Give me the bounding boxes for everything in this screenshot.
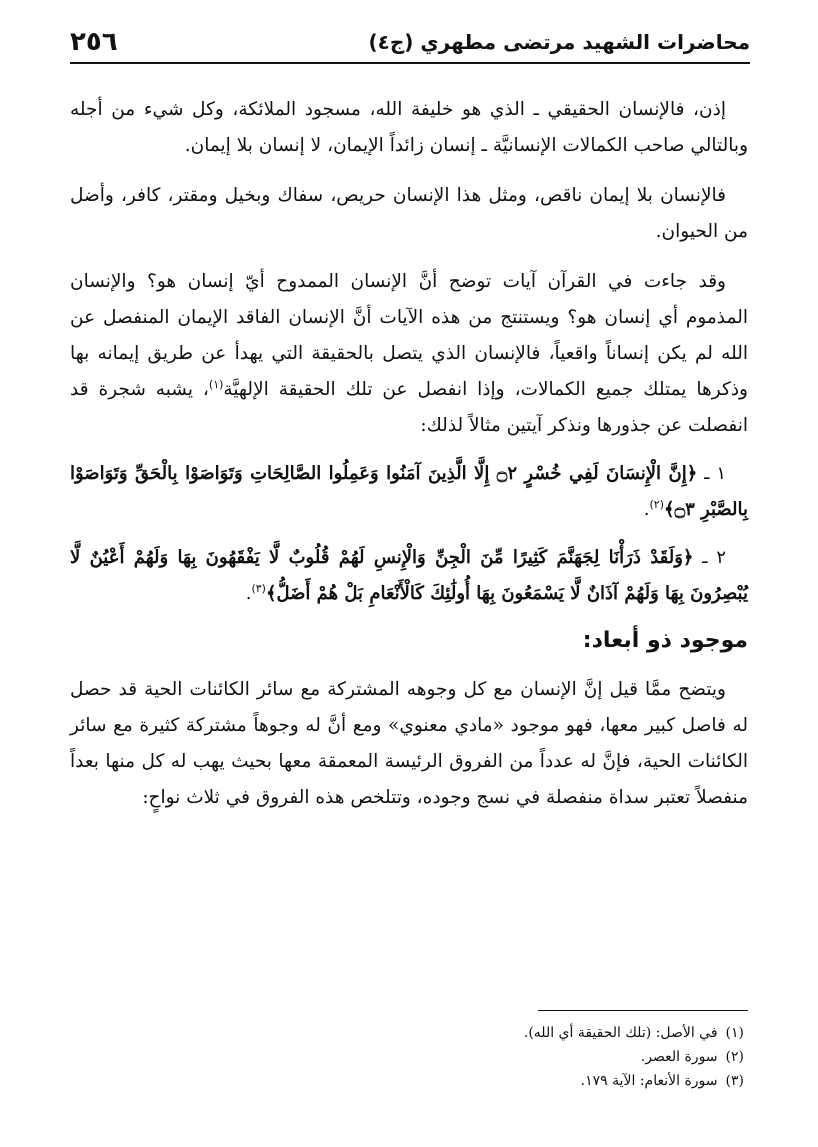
footnote-ref-1[interactable]: (١) (208, 377, 224, 391)
page-header (70, 22, 750, 64)
footnote-ref-2[interactable]: (٢) (649, 498, 665, 511)
verse-2-number: ٢ ـ (702, 547, 726, 568)
running-title: محاضرات الشهيد مرتضى مطهري (ج٤) (368, 30, 750, 54)
page-number: ٢٥٦ (70, 27, 118, 57)
section-heading: موجود ذو أبعاد: (582, 628, 748, 653)
paragraph-3 (70, 264, 748, 444)
verse-1-number: ١ ـ (704, 463, 726, 484)
footnote-3-number: (٣) (725, 1073, 744, 1089)
footnote-3-text: سورة الأنعام: الآية ١٧٩. (580, 1073, 718, 1089)
verse-1-end: . (643, 499, 650, 520)
paragraph-3-tail: ، يشبه شجرة قد انفصلت عن جذورها ونذكر آيتين مثالاً لذلك: (70, 379, 748, 436)
paragraph-3-body: وقد جاءت في القرآن آيات توضح أنَّ الإنسان الممدوح أيّ إنسان هو؟ والإنسان المذموم أي إنسان هو؟ ويستنتج من هذه الآيات أنَّ الإنسان الفاقد الإيمان المنفصل عن الله لم يكن إنساناً واقعياً، فالإنسان الذي يتصل بالحقيقة التي يهدأ عن طريق إيمانه بها وذكرها يمتلك جميع الكمالات، وإذا انفصل عن تلك الحقيقة الإلهيَّة (70, 271, 748, 400)
verse-1-text: ﴿إِنَّ الْإِنسَانَ لَفِي خُسْرٍ ۝٢ إِلَّا الَّذِينَ آمَنُوا وَعَمِلُوا الصَّالِحَاتِ وَتَوَاصَوْا بِالْحَقِّ وَتَوَاصَوْا بِالصَّبْرِ ۝٣﴾ (70, 463, 748, 520)
footnote-divider (538, 1010, 748, 1011)
section-paragraph: ويتضح ممَّا قيل إنَّ الإنسان مع كل وجوهه المشتركة مع سائر الكائنات الحية قد حصل له فاصل كبير معها، فهو موجود «مادي معنوي» ومع أنَّ له وجوهاً مشتركة كثيرة مع سائر الكائنات الحية، فإنَّ له عدداً من الفروق الرئيسة المعمقة معها بحيث يهب له كل منها بعداً منفصلاً تعتبر سداة منفصلة في نسج وجوده، وتتلخص هذه الفروق في ثلاث نواحٍ: (70, 679, 748, 808)
footnote-ref-3[interactable]: (٣) (251, 582, 266, 595)
footnote-2-number: (٢) (725, 1049, 744, 1065)
paragraph-2: فالإنسان بلا إيمان ناقص، ومثل هذا الإنسان حريص، سفاك وبخيل ومقتر، كافر، وأضل من الحيوان. (70, 185, 748, 242)
footnote-2 (70, 1045, 744, 1069)
footnote-1-number: (١) (725, 1025, 744, 1041)
body-text (70, 92, 748, 830)
verse-1 (70, 456, 748, 528)
footnote-1-text: في الأصل: (تلك الحقيقة أي الله). (523, 1025, 718, 1041)
footnote-3 (70, 1069, 744, 1093)
footnote-2-text: سورة العصر. (640, 1049, 718, 1065)
verse-2-end: . (245, 583, 252, 604)
verse-2 (70, 540, 748, 612)
verse-2-text: ﴿وَلَقَدْ ذَرَأْنَا لِجَهَنَّمَ كَثِيرًا مِّنَ الْجِنِّ وَالْإِنسِ لَهُمْ قُلُوبٌ لَّا يَفْقَهُونَ بِهَا وَلَهُمْ أَعْيُنٌ لَّا يُبْصِرُونَ بِهَا وَلَهُمْ آذَانٌ لَّا يَسْمَعُونَ بِهَا أُولَٰئِكَ كَالْأَنْعَامِ بَلْ هُمْ أَضَلُّ﴾ (70, 547, 748, 604)
footnotes (70, 1010, 748, 1093)
footnote-1 (70, 1021, 744, 1045)
paragraph-1: إذن، فالإنسان الحقيقي ـ الذي هو خليفة الله، مسجود الملائكة، وكل شيء من أجله وبالتالي صاحب الكمالات الإنسانيَّة ـ إنسان زائداً الإيمان، لا إنسان بلا إيمان. (70, 99, 748, 156)
